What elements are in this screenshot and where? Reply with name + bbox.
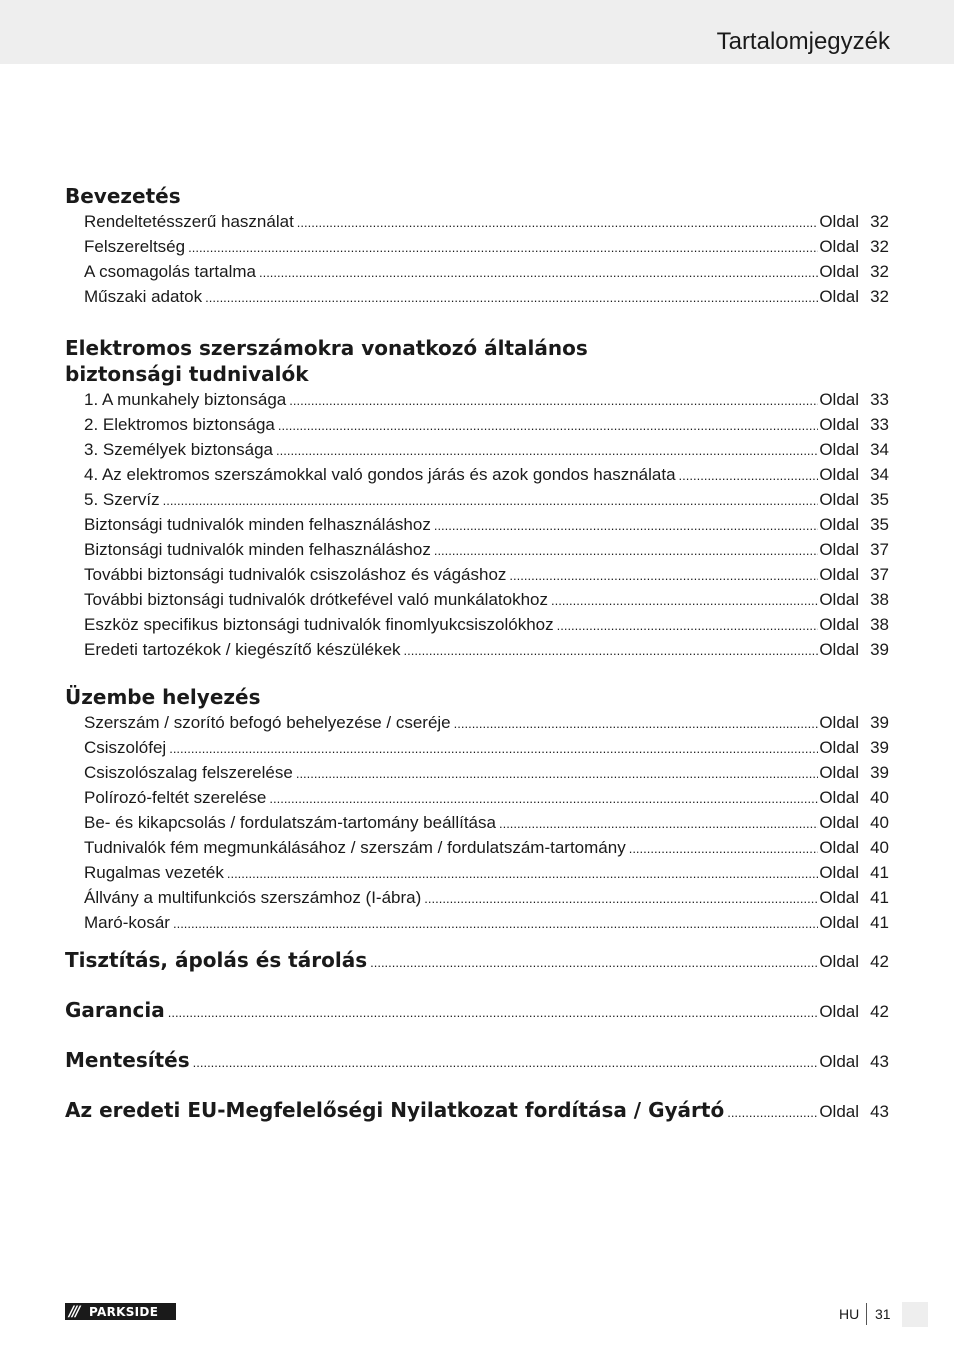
toc-entry-label: Eszköz specifikus biztonsági tudnivalók finomlyukcsiszolókhoz bbox=[84, 615, 554, 634]
leader-dots bbox=[454, 710, 819, 736]
toc-heading-page: Oldal 42 bbox=[819, 952, 889, 971]
toc-heading-label: Mentesítés bbox=[65, 1048, 190, 1072]
toc-entry-page: Oldal 40 bbox=[819, 788, 889, 807]
toc-entry-label: Biztonsági tudnivalók minden felhasználáshoz bbox=[84, 515, 431, 534]
toc-heading-label: Garancia bbox=[65, 998, 165, 1022]
toc-entry[interactable] bbox=[84, 710, 889, 735]
toc-heading-page: Oldal 42 bbox=[819, 1002, 889, 1021]
leader-dots bbox=[188, 234, 818, 260]
toc-entry[interactable] bbox=[84, 537, 889, 562]
section-title-line2: biztonsági tudnivalók bbox=[65, 362, 309, 386]
toc-section-bevezetes bbox=[65, 183, 889, 309]
leader-dots bbox=[679, 462, 819, 488]
toc-entry-page: Oldal 32 bbox=[819, 262, 889, 281]
toc-entry[interactable] bbox=[84, 412, 889, 437]
toc-entry-page: Oldal 40 bbox=[819, 813, 889, 832]
toc-heading-label: Az eredeti EU-Megfelelőségi Nyilatkozat fordítása / Gyártó bbox=[65, 1098, 725, 1122]
toc-entry[interactable] bbox=[84, 835, 889, 860]
leader-dots bbox=[629, 835, 819, 861]
toc-entry-label: 3. Személyek biztonsága bbox=[84, 440, 273, 459]
toc-entry[interactable] bbox=[84, 885, 889, 910]
toc-heading-eu-nyilatkozat[interactable] bbox=[65, 1085, 889, 1135]
toc-section-biztonsag bbox=[65, 335, 889, 662]
leader-dots bbox=[434, 512, 818, 538]
toc-entry[interactable] bbox=[84, 760, 889, 785]
leader-dots bbox=[205, 284, 818, 310]
toc-entry[interactable] bbox=[84, 512, 889, 537]
toc-entry-label: 4. Az elektromos szerszámokkal való gondos járás és azok gondos használata bbox=[84, 465, 676, 484]
leader-dots bbox=[193, 1037, 819, 1088]
toc-entry-label: Eredeti tartozékok / kiegészítő készülékek bbox=[84, 640, 401, 659]
toc-entry-page: Oldal 39 bbox=[819, 713, 889, 732]
toc-entry-label: Felszereltség bbox=[84, 237, 186, 256]
toc-entry-label: 5. Szervíz bbox=[84, 490, 160, 509]
toc-entry[interactable] bbox=[84, 910, 889, 935]
toc-entry[interactable] bbox=[84, 284, 889, 309]
toc-entry[interactable] bbox=[84, 462, 889, 487]
toc-entry-label: További biztonsági tudnivalók csiszoláshoz és vágáshoz bbox=[84, 565, 507, 584]
toc-entry[interactable] bbox=[84, 234, 889, 259]
toc-heading-mentesites[interactable] bbox=[65, 1035, 889, 1085]
section-title-line1: Elektromos szerszámokra vonatkozó általános bbox=[65, 336, 588, 360]
logo-slashes: /// bbox=[69, 1303, 79, 1320]
toc-entry-label: 2. Elektromos biztonsága bbox=[84, 415, 275, 434]
toc-entry-label: Csiszolószalag felszerelése bbox=[84, 763, 293, 782]
toc-entry[interactable] bbox=[84, 810, 889, 835]
toc-entry[interactable] bbox=[84, 785, 889, 810]
toc-entry[interactable] bbox=[84, 587, 889, 612]
toc-entry-page: Oldal 39 bbox=[819, 640, 889, 659]
toc-entry-page: Oldal 39 bbox=[819, 738, 889, 757]
toc-entry-label: Rugalmas vezeték bbox=[84, 863, 224, 882]
leader-dots bbox=[370, 937, 818, 988]
toc-heading-page: Oldal 43 bbox=[819, 1102, 889, 1121]
toc-entry-label: Rendeltetésszerű használat bbox=[84, 212, 294, 231]
toc-entry-page: Oldal 37 bbox=[819, 540, 889, 559]
toc-entry-label: Polírozó-feltét szerelése bbox=[84, 788, 267, 807]
toc-entry[interactable] bbox=[84, 860, 889, 885]
toc-heading-tisztitas[interactable] bbox=[65, 935, 889, 985]
leader-dots bbox=[509, 562, 818, 588]
toc-heading-label: Tisztítás, ápolás és tárolás bbox=[65, 948, 368, 972]
leader-dots bbox=[169, 735, 818, 761]
toc-entry-page: Oldal 41 bbox=[819, 913, 889, 932]
leader-dots bbox=[727, 1087, 818, 1138]
leader-dots bbox=[557, 612, 819, 638]
toc-entry-label: Biztonsági tudnivalók minden felhasználáshoz bbox=[84, 540, 431, 559]
leader-dots bbox=[297, 209, 819, 235]
leader-dots bbox=[227, 860, 818, 886]
toc-entry-label: Maró-kosár bbox=[84, 913, 170, 932]
toc-entry-label: Tudnivalók fém megmunkálásához / szerszám / fordulatszám-tartomány bbox=[84, 838, 626, 857]
logo-text: PARKSIDE bbox=[89, 1304, 159, 1319]
leader-dots bbox=[499, 810, 818, 836]
toc-entry-page: Oldal 35 bbox=[819, 490, 889, 509]
toc-section-uzembe-helyezes bbox=[65, 684, 889, 935]
leader-dots bbox=[173, 910, 818, 936]
toc-heading-page: Oldal 43 bbox=[819, 1052, 889, 1071]
language-code: HU bbox=[839, 1306, 860, 1322]
toc-entry-label: Be- és kikapcsolás / fordulatszám-tartomány beállítása bbox=[84, 813, 496, 832]
toc-entry[interactable] bbox=[84, 735, 889, 760]
parkside-logo bbox=[65, 1303, 176, 1320]
toc-entry-page: Oldal 41 bbox=[819, 863, 889, 882]
leader-dots bbox=[404, 637, 819, 663]
toc-entry-label: 1. A munkahely biztonsága bbox=[84, 390, 287, 409]
toc-entry-label: További biztonsági tudnivalók drótkefével való munkálatokhoz bbox=[84, 590, 548, 609]
toc-entry-page: Oldal 39 bbox=[819, 763, 889, 782]
toc-entry-label: Állvány a multifunkciós szerszámhoz (I-ábra) bbox=[84, 888, 422, 907]
toc-entry-page: Oldal 38 bbox=[819, 615, 889, 634]
toc-entry-page: Oldal 32 bbox=[819, 237, 889, 256]
leader-dots bbox=[424, 885, 818, 911]
toc-entry-label: Műszaki adatok bbox=[84, 287, 203, 306]
toc-entry[interactable] bbox=[84, 487, 889, 512]
section-title: Bevezetés bbox=[65, 184, 181, 208]
toc-entry-page: Oldal 40 bbox=[819, 838, 889, 857]
leader-dots bbox=[168, 987, 819, 1038]
toc-entry-page: Oldal 41 bbox=[819, 888, 889, 907]
page-title: Tartalomjegyzék bbox=[716, 28, 890, 55]
toc-entry-label: Szerszám / szorító befogó behelyezése / cseréje bbox=[84, 713, 451, 732]
toc-entry-page: Oldal 32 bbox=[819, 287, 889, 306]
footer-divider bbox=[866, 1303, 867, 1325]
toc-entry-label: A csomagolás tartalma bbox=[84, 262, 256, 281]
leader-dots bbox=[259, 259, 818, 285]
toc-entry[interactable] bbox=[84, 637, 889, 662]
toc-heading-garancia[interactable] bbox=[65, 985, 889, 1035]
leader-dots bbox=[269, 785, 818, 811]
footer-tab-box bbox=[902, 1302, 928, 1327]
leader-dots bbox=[296, 760, 818, 786]
toc-entry[interactable] bbox=[84, 562, 889, 587]
toc-entry-page: Oldal 37 bbox=[819, 565, 889, 584]
leader-dots bbox=[289, 387, 818, 413]
toc-entry[interactable] bbox=[84, 209, 889, 234]
leader-dots bbox=[551, 587, 818, 613]
leader-dots bbox=[434, 537, 818, 563]
section-title: Üzembe helyezés bbox=[65, 685, 261, 709]
toc-entry-page: Oldal 33 bbox=[819, 390, 889, 409]
toc-entry-page: Oldal 33 bbox=[819, 415, 889, 434]
toc-entry-page: Oldal 32 bbox=[819, 212, 889, 231]
toc-entry[interactable] bbox=[84, 437, 889, 462]
toc-entry[interactable] bbox=[84, 259, 889, 284]
page-number: 31 bbox=[875, 1306, 891, 1322]
leader-dots bbox=[163, 487, 819, 513]
leader-dots bbox=[278, 412, 818, 438]
leader-dots bbox=[276, 437, 818, 463]
toc-entry-page: Oldal 38 bbox=[819, 590, 889, 609]
table-of-contents bbox=[65, 183, 889, 1135]
toc-entry-label: Csiszolófej bbox=[84, 738, 167, 757]
toc-entry-page: Oldal 34 bbox=[819, 465, 889, 484]
toc-entry[interactable] bbox=[84, 387, 889, 412]
toc-entry-page: Oldal 35 bbox=[819, 515, 889, 534]
toc-entry-page: Oldal 34 bbox=[819, 440, 889, 459]
toc-entry[interactable] bbox=[84, 612, 889, 637]
